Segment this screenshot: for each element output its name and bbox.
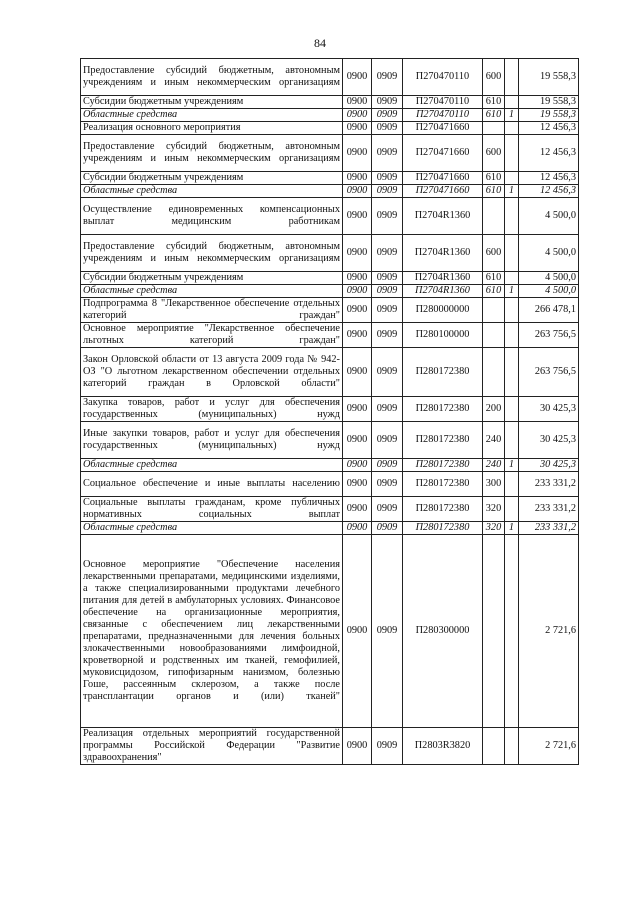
amount: 12 456,3 — [519, 122, 579, 135]
target-article-code: П280172380 — [403, 348, 483, 397]
amount: 263 756,5 — [519, 323, 579, 348]
funding-source-code — [505, 422, 519, 459]
expense-type-code — [483, 535, 505, 728]
subsection-code: 0909 — [372, 109, 403, 122]
funding-source-code: 1 — [505, 285, 519, 298]
table-row — [81, 497, 579, 522]
subsection-code: 0909 — [372, 96, 403, 109]
amount: 233 331,2 — [519, 472, 579, 497]
row-description: Субсидии бюджетным учреждениям — [81, 272, 343, 285]
target-article-code: П270470110 — [403, 96, 483, 109]
amount: 4 500,0 — [519, 272, 579, 285]
funding-source-code — [505, 122, 519, 135]
target-article-code: П2704R1360 — [403, 285, 483, 298]
section-code: 0900 — [343, 109, 372, 122]
expense-type-code — [483, 728, 505, 765]
amount: 2 721,6 — [519, 535, 579, 728]
target-article-code: П270470110 — [403, 59, 483, 96]
row-description: Предоставление субсидий бюджетным, автономным учреждениям и иным некоммерческим организациям — [81, 59, 343, 96]
expense-type-code: 200 — [483, 397, 505, 422]
expense-type-code — [483, 198, 505, 235]
expense-type-code — [483, 348, 505, 397]
target-article-code: П2704R1360 — [403, 198, 483, 235]
expense-type-code: 240 — [483, 422, 505, 459]
target-article-code: П270471660 — [403, 135, 483, 172]
funding-source-code — [505, 397, 519, 422]
amount: 4 500,0 — [519, 198, 579, 235]
subsection-code: 0909 — [372, 348, 403, 397]
funding-source-code — [505, 298, 519, 323]
row-description: Основное мероприятие "Обеспечение населения лекарственными препаратами, медицинскими изделиями, а также специализированными продуктами лечебного питания для детей в амбулаторных условиях. Финансовое обеспечение на организационные мероприятия, связанные с обеспечением лиц лекарственными препаратами, предназначенными для лечения больных злокачественными новообразованиями лимфоидной, кроветворной и родственных им тканей, гемофилией, муковисцидозом, гипофизарным нанизмом, болезнью Гоше, рассеянным склерозом, а также после трансплантации органов и (или) тканей" — [81, 535, 343, 728]
expense-type-code: 610 — [483, 272, 505, 285]
row-description: Субсидии бюджетным учреждениям — [81, 172, 343, 185]
table-row — [81, 459, 579, 472]
subsection-code: 0909 — [372, 522, 403, 535]
amount: 233 331,2 — [519, 497, 579, 522]
expense-type-code: 610 — [483, 285, 505, 298]
funding-source-code — [505, 535, 519, 728]
section-code: 0900 — [343, 535, 372, 728]
funding-source-code — [505, 348, 519, 397]
amount: 12 456,3 — [519, 185, 579, 198]
subsection-code: 0909 — [372, 135, 403, 172]
section-code: 0900 — [343, 285, 372, 298]
row-description: Закон Орловской области от 13 августа 2009 года № 942-ОЗ "О льготном лекарственном обеспечении отдельных категорий граждан в Орловской области" — [81, 348, 343, 397]
funding-source-code — [505, 728, 519, 765]
table-row — [81, 122, 579, 135]
expense-type-code: 600 — [483, 59, 505, 96]
amount: 12 456,3 — [519, 172, 579, 185]
row-description: Областные средства — [81, 185, 343, 198]
expense-type-code: 300 — [483, 472, 505, 497]
subsection-code: 0909 — [372, 472, 403, 497]
row-description: Областные средства — [81, 109, 343, 122]
target-article-code: П280172380 — [403, 497, 483, 522]
target-article-code: П280172380 — [403, 397, 483, 422]
expense-type-code: 320 — [483, 522, 505, 535]
funding-source-code — [505, 172, 519, 185]
table-row — [81, 59, 579, 96]
row-description: Осуществление единовременных компенсационных выплат медицинским работникам — [81, 198, 343, 235]
subsection-code: 0909 — [372, 728, 403, 765]
subsection-code: 0909 — [372, 422, 403, 459]
row-description: Субсидии бюджетным учреждениям — [81, 96, 343, 109]
row-description: Закупка товаров, работ и услуг для обеспечения государственных (муниципальных) нужд — [81, 397, 343, 422]
row-description: Предоставление субсидий бюджетным, автономным учреждениям и иным некоммерческим организациям — [81, 135, 343, 172]
subsection-code: 0909 — [372, 459, 403, 472]
table-row — [81, 298, 579, 323]
target-article-code: П280000000 — [403, 298, 483, 323]
subsection-code: 0909 — [372, 185, 403, 198]
section-code: 0900 — [343, 122, 372, 135]
row-description: Предоставление субсидий бюджетным, автономным учреждениям и иным некоммерческим организациям — [81, 235, 343, 272]
table-row — [81, 96, 579, 109]
expense-type-code: 610 — [483, 172, 505, 185]
table-row — [81, 397, 579, 422]
table-row — [81, 728, 579, 765]
target-article-code: П270471660 — [403, 122, 483, 135]
amount: 4 500,0 — [519, 285, 579, 298]
table-row — [81, 198, 579, 235]
section-code: 0900 — [343, 472, 372, 497]
expense-type-code: 610 — [483, 109, 505, 122]
table-row — [81, 522, 579, 535]
target-article-code: П280172380 — [403, 422, 483, 459]
target-article-code: П2704R1360 — [403, 272, 483, 285]
expense-type-code: 240 — [483, 459, 505, 472]
page-number: 84 — [314, 36, 326, 50]
subsection-code: 0909 — [372, 535, 403, 728]
table-row — [81, 472, 579, 497]
subsection-code: 0909 — [372, 172, 403, 185]
amount: 19 558,3 — [519, 59, 579, 96]
section-code: 0900 — [343, 522, 372, 535]
subsection-code: 0909 — [372, 272, 403, 285]
row-description: Областные средства — [81, 459, 343, 472]
table-row — [81, 135, 579, 172]
section-code: 0900 — [343, 459, 372, 472]
subsection-code: 0909 — [372, 323, 403, 348]
section-code: 0900 — [343, 235, 372, 272]
target-article-code: П280100000 — [403, 323, 483, 348]
expense-type-code — [483, 122, 505, 135]
funding-source-code — [505, 497, 519, 522]
amount: 30 425,3 — [519, 422, 579, 459]
expense-type-code: 320 — [483, 497, 505, 522]
row-description: Областные средства — [81, 522, 343, 535]
subsection-code: 0909 — [372, 497, 403, 522]
target-article-code: П280172380 — [403, 459, 483, 472]
target-article-code: П270471660 — [403, 185, 483, 198]
table-row — [81, 422, 579, 459]
table-row — [81, 272, 579, 285]
section-code: 0900 — [343, 298, 372, 323]
subsection-code: 0909 — [372, 397, 403, 422]
expense-type-code: 600 — [483, 235, 505, 272]
subsection-code: 0909 — [372, 198, 403, 235]
target-article-code: П2704R1360 — [403, 235, 483, 272]
expense-type-code — [483, 323, 505, 348]
amount: 2 721,6 — [519, 728, 579, 765]
table-row — [81, 109, 579, 122]
funding-source-code — [505, 96, 519, 109]
section-code: 0900 — [343, 397, 372, 422]
section-code: 0900 — [343, 198, 372, 235]
table-row — [81, 185, 579, 198]
amount: 233 331,2 — [519, 522, 579, 535]
funding-source-code — [505, 235, 519, 272]
target-article-code: П2803R3820 — [403, 728, 483, 765]
funding-source-code — [505, 59, 519, 96]
table-row — [81, 172, 579, 185]
section-code: 0900 — [343, 422, 372, 459]
section-code: 0900 — [343, 497, 372, 522]
table-row — [81, 323, 579, 348]
funding-source-code — [505, 198, 519, 235]
section-code: 0900 — [343, 135, 372, 172]
budget-table — [80, 58, 579, 765]
section-code: 0900 — [343, 96, 372, 109]
section-code: 0900 — [343, 59, 372, 96]
section-code: 0900 — [343, 728, 372, 765]
funding-source-code — [505, 135, 519, 172]
funding-source-code — [505, 472, 519, 497]
row-description: Социальные выплаты гражданам, кроме публичных нормативных социальных выплат — [81, 497, 343, 522]
table-row — [81, 535, 579, 728]
target-article-code: П280172380 — [403, 472, 483, 497]
row-description: Подпрограмма 8 "Лекарственное обеспечение отдельных категорий граждан" — [81, 298, 343, 323]
section-code: 0900 — [343, 272, 372, 285]
expense-type-code: 610 — [483, 96, 505, 109]
subsection-code: 0909 — [372, 235, 403, 272]
expense-type-code: 600 — [483, 135, 505, 172]
amount: 19 558,3 — [519, 96, 579, 109]
target-article-code: П270470110 — [403, 109, 483, 122]
funding-source-code: 1 — [505, 522, 519, 535]
funding-source-code — [505, 323, 519, 348]
amount: 30 425,3 — [519, 397, 579, 422]
row-description: Областные средства — [81, 285, 343, 298]
funding-source-code: 1 — [505, 459, 519, 472]
target-article-code: П270471660 — [403, 172, 483, 185]
expense-type-code — [483, 298, 505, 323]
section-code: 0900 — [343, 323, 372, 348]
row-description: Основное мероприятие "Лекарственное обеспечение льготных категорий граждан" — [81, 323, 343, 348]
row-description: Реализация основного мероприятия — [81, 122, 343, 135]
amount: 19 558,3 — [519, 109, 579, 122]
subsection-code: 0909 — [372, 285, 403, 298]
table-row — [81, 348, 579, 397]
row-description: Иные закупки товаров, работ и услуг для обеспечения государственных (муниципальных) нужд — [81, 422, 343, 459]
amount: 30 425,3 — [519, 459, 579, 472]
subsection-code: 0909 — [372, 298, 403, 323]
section-code: 0900 — [343, 172, 372, 185]
section-code: 0900 — [343, 348, 372, 397]
target-article-code: П280300000 — [403, 535, 483, 728]
subsection-code: 0909 — [372, 59, 403, 96]
funding-source-code: 1 — [505, 109, 519, 122]
section-code: 0900 — [343, 185, 372, 198]
table-row — [81, 235, 579, 272]
row-description: Реализация отдельных мероприятий государственной программы Российской Федерации "Развитие здравоохранения" — [81, 728, 343, 765]
amount: 263 756,5 — [519, 348, 579, 397]
amount: 4 500,0 — [519, 235, 579, 272]
row-description: Социальное обеспечение и иные выплаты населению — [81, 472, 343, 497]
table-row — [81, 285, 579, 298]
amount: 266 478,1 — [519, 298, 579, 323]
amount: 12 456,3 — [519, 135, 579, 172]
subsection-code: 0909 — [372, 122, 403, 135]
funding-source-code — [505, 272, 519, 285]
target-article-code: П280172380 — [403, 522, 483, 535]
funding-source-code: 1 — [505, 185, 519, 198]
expense-type-code: 610 — [483, 185, 505, 198]
